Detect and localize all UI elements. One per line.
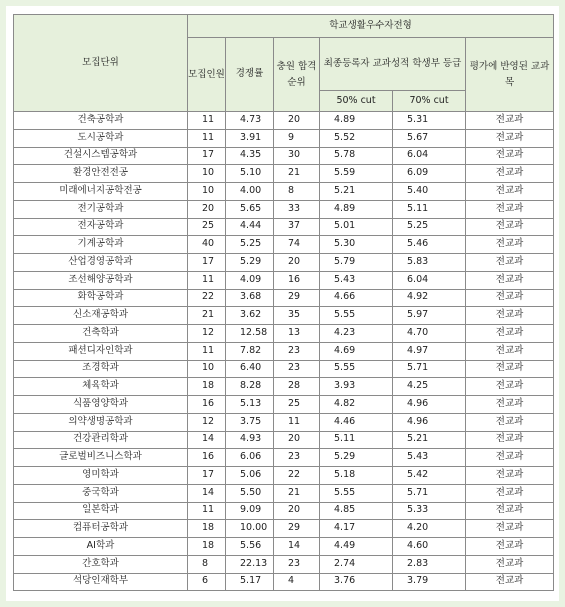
waitlist-cell: 20 — [274, 502, 320, 520]
cut70-cell: 4.25 — [393, 378, 466, 396]
waitlist-cell: 23 — [274, 342, 320, 360]
waitlist-cell: 23 — [274, 449, 320, 467]
competition-cell: 5.50 — [226, 484, 274, 502]
cut50-cell: 4.17 — [320, 520, 393, 538]
quota-cell: 17 — [188, 147, 226, 165]
table-row — [14, 520, 554, 538]
subjects-cell: 전교과 — [466, 555, 554, 573]
cut70-cell: 4.97 — [393, 342, 466, 360]
competition-cell: 12.58 — [226, 325, 274, 343]
quota-cell: 11 — [188, 271, 226, 289]
competition-cell: 4.93 — [226, 431, 274, 449]
cut50-cell: 5.18 — [320, 467, 393, 485]
cut70-cell: 5.31 — [393, 112, 466, 130]
cut70-cell: 4.70 — [393, 325, 466, 343]
cut70-cell: 4.20 — [393, 520, 466, 538]
competition-cell: 4.09 — [226, 271, 274, 289]
subjects-cell: 전교과 — [466, 200, 554, 218]
cut70-cell: 5.67 — [393, 129, 466, 147]
competition-cell: 5.29 — [226, 254, 274, 272]
department-cell: 식품영양학과 — [14, 396, 188, 414]
waitlist-cell: 25 — [274, 396, 320, 414]
table-row — [14, 342, 554, 360]
table-row — [14, 271, 554, 289]
competition-cell: 3.91 — [226, 129, 274, 147]
subjects-cell: 전교과 — [466, 271, 554, 289]
cut50-cell: 3.76 — [320, 573, 393, 591]
quota-cell: 21 — [188, 307, 226, 325]
subjects-cell: 전교과 — [466, 484, 554, 502]
quota-cell: 20 — [188, 200, 226, 218]
waitlist-cell: 22 — [274, 467, 320, 485]
cut50-cell: 4.69 — [320, 342, 393, 360]
subjects-cell: 전교과 — [466, 573, 554, 591]
cut50-cell: 5.55 — [320, 484, 393, 502]
table-row — [14, 396, 554, 414]
quota-cell: 10 — [188, 183, 226, 201]
quota-cell: 25 — [188, 218, 226, 236]
cut70-cell: 5.71 — [393, 360, 466, 378]
department-cell: 전기공학과 — [14, 200, 188, 218]
cut50-cell: 4.89 — [320, 112, 393, 130]
competition-cell: 7.82 — [226, 342, 274, 360]
department-cell: 산업경영공학과 — [14, 254, 188, 272]
competition-cell: 5.17 — [226, 573, 274, 591]
header-cut70: 70% cut — [393, 91, 466, 112]
department-cell: 건축공학과 — [14, 112, 188, 130]
competition-cell: 5.56 — [226, 538, 274, 556]
subjects-cell: 전교과 — [466, 467, 554, 485]
quota-cell: 14 — [188, 431, 226, 449]
waitlist-cell: 16 — [274, 271, 320, 289]
department-cell: 도시공학과 — [14, 129, 188, 147]
quota-cell: 17 — [188, 254, 226, 272]
table-row — [14, 147, 554, 165]
quota-cell: 18 — [188, 378, 226, 396]
cut50-cell: 4.82 — [320, 396, 393, 414]
cut50-cell: 2.74 — [320, 555, 393, 573]
table-row — [14, 200, 554, 218]
header-grade-group: 최종등록자 교과성적 학생부 등급 — [320, 38, 466, 91]
header-cut50: 50% cut — [320, 91, 393, 112]
table-row — [14, 555, 554, 573]
department-cell: 기계공학과 — [14, 236, 188, 254]
waitlist-cell: 74 — [274, 236, 320, 254]
competition-cell: 6.06 — [226, 449, 274, 467]
table-row — [14, 413, 554, 431]
subjects-cell: 전교과 — [466, 236, 554, 254]
competition-cell: 4.35 — [226, 147, 274, 165]
competition-cell: 3.68 — [226, 289, 274, 307]
table-body — [14, 112, 554, 591]
quota-cell: 12 — [188, 413, 226, 431]
quota-cell: 14 — [188, 484, 226, 502]
quota-cell: 22 — [188, 289, 226, 307]
quota-cell: 16 — [188, 449, 226, 467]
quota-cell: 40 — [188, 236, 226, 254]
subjects-cell: 전교과 — [466, 520, 554, 538]
department-cell: 체육학과 — [14, 378, 188, 396]
subjects-cell: 전교과 — [466, 147, 554, 165]
cut50-cell: 5.11 — [320, 431, 393, 449]
subjects-cell: 전교과 — [466, 502, 554, 520]
waitlist-cell: 28 — [274, 378, 320, 396]
cut70-cell: 4.92 — [393, 289, 466, 307]
waitlist-cell: 37 — [274, 218, 320, 236]
subjects-cell: 전교과 — [466, 165, 554, 183]
competition-cell: 9.09 — [226, 502, 274, 520]
waitlist-cell: 13 — [274, 325, 320, 343]
cut50-cell: 4.23 — [320, 325, 393, 343]
table-row — [14, 467, 554, 485]
cut50-cell: 4.46 — [320, 413, 393, 431]
cut50-cell: 5.21 — [320, 183, 393, 201]
competition-cell: 10.00 — [226, 520, 274, 538]
cut70-cell: 5.83 — [393, 254, 466, 272]
subjects-cell: 전교과 — [466, 431, 554, 449]
quota-cell: 10 — [188, 165, 226, 183]
subjects-cell: 전교과 — [466, 218, 554, 236]
header-subjects: 평가에 반영된 교과목 — [466, 38, 554, 112]
department-cell: 중국학과 — [14, 484, 188, 502]
cut50-cell: 5.30 — [320, 236, 393, 254]
waitlist-cell: 11 — [274, 413, 320, 431]
cut50-cell: 5.43 — [320, 271, 393, 289]
document-frame — [6, 6, 559, 601]
subjects-cell: 전교과 — [466, 538, 554, 556]
cut70-cell: 5.33 — [393, 502, 466, 520]
subjects-cell: 전교과 — [466, 129, 554, 147]
header-waitlist: 충원 합격 순위 — [274, 38, 320, 112]
quota-cell: 18 — [188, 520, 226, 538]
quota-cell: 18 — [188, 538, 226, 556]
department-cell: 전자공학과 — [14, 218, 188, 236]
cut50-cell: 5.79 — [320, 254, 393, 272]
cut70-cell: 5.71 — [393, 484, 466, 502]
competition-cell: 4.73 — [226, 112, 274, 130]
waitlist-cell: 9 — [274, 129, 320, 147]
cut70-cell: 5.46 — [393, 236, 466, 254]
waitlist-cell: 20 — [274, 254, 320, 272]
department-cell: 건강관리학과 — [14, 431, 188, 449]
department-cell: 조선해양공학과 — [14, 271, 188, 289]
department-cell: 석당인재학부 — [14, 573, 188, 591]
department-cell: 컴퓨터공학과 — [14, 520, 188, 538]
cut70-cell: 5.11 — [393, 200, 466, 218]
table-row — [14, 218, 554, 236]
table-row — [14, 502, 554, 520]
waitlist-cell: 30 — [274, 147, 320, 165]
cut70-cell: 6.04 — [393, 147, 466, 165]
cut50-cell: 3.93 — [320, 378, 393, 396]
subjects-cell: 전교과 — [466, 378, 554, 396]
cut50-cell: 4.49 — [320, 538, 393, 556]
competition-cell: 5.65 — [226, 200, 274, 218]
competition-cell: 4.00 — [226, 183, 274, 201]
competition-cell: 3.62 — [226, 307, 274, 325]
cut70-cell: 4.60 — [393, 538, 466, 556]
subjects-cell: 전교과 — [466, 342, 554, 360]
waitlist-cell: 14 — [274, 538, 320, 556]
department-cell: 영미학과 — [14, 467, 188, 485]
waitlist-cell: 33 — [274, 200, 320, 218]
department-cell: 건설시스템공학과 — [14, 147, 188, 165]
cut50-cell: 5.01 — [320, 218, 393, 236]
waitlist-cell: 29 — [274, 289, 320, 307]
cut70-cell: 4.96 — [393, 413, 466, 431]
department-cell: 글로벌비즈니스학과 — [14, 449, 188, 467]
cut50-cell: 4.66 — [320, 289, 393, 307]
cut70-cell: 5.97 — [393, 307, 466, 325]
quota-cell: 6 — [188, 573, 226, 591]
table-row — [14, 254, 554, 272]
waitlist-cell: 21 — [274, 484, 320, 502]
cut50-cell: 5.55 — [320, 307, 393, 325]
subjects-cell: 전교과 — [466, 449, 554, 467]
admission-table — [13, 14, 554, 591]
department-cell: AI학과 — [14, 538, 188, 556]
cut50-cell: 5.55 — [320, 360, 393, 378]
quota-cell: 11 — [188, 342, 226, 360]
cut50-cell: 4.85 — [320, 502, 393, 520]
table-row — [14, 325, 554, 343]
table-row — [14, 360, 554, 378]
quota-cell: 8 — [188, 555, 226, 573]
table-row — [14, 289, 554, 307]
competition-cell: 5.25 — [226, 236, 274, 254]
department-cell: 환경안전전공 — [14, 165, 188, 183]
waitlist-cell: 21 — [274, 165, 320, 183]
table-row — [14, 484, 554, 502]
cut70-cell: 5.21 — [393, 431, 466, 449]
cut70-cell: 5.40 — [393, 183, 466, 201]
waitlist-cell: 20 — [274, 431, 320, 449]
department-cell: 조경학과 — [14, 360, 188, 378]
quota-cell: 12 — [188, 325, 226, 343]
cut50-cell: 5.78 — [320, 147, 393, 165]
table-row — [14, 183, 554, 201]
table-row — [14, 573, 554, 591]
subjects-cell: 전교과 — [466, 254, 554, 272]
subjects-cell: 전교과 — [466, 396, 554, 414]
table-row — [14, 449, 554, 467]
competition-cell: 5.13 — [226, 396, 274, 414]
cut50-cell: 5.59 — [320, 165, 393, 183]
department-cell: 미래에너지공학전공 — [14, 183, 188, 201]
cut50-cell: 4.89 — [320, 200, 393, 218]
table-row — [14, 538, 554, 556]
department-cell: 패션디자인학과 — [14, 342, 188, 360]
competition-cell: 5.06 — [226, 467, 274, 485]
table-row — [14, 431, 554, 449]
competition-cell: 8.28 — [226, 378, 274, 396]
cut70-cell: 3.79 — [393, 573, 466, 591]
waitlist-cell: 29 — [274, 520, 320, 538]
subjects-cell: 전교과 — [466, 360, 554, 378]
table-row — [14, 378, 554, 396]
department-cell: 신소재공학과 — [14, 307, 188, 325]
subjects-cell: 전교과 — [466, 289, 554, 307]
waitlist-cell: 4 — [274, 573, 320, 591]
cut70-cell: 5.25 — [393, 218, 466, 236]
waitlist-cell: 23 — [274, 555, 320, 573]
quota-cell: 16 — [188, 396, 226, 414]
waitlist-cell: 8 — [274, 183, 320, 201]
department-cell: 화학공학과 — [14, 289, 188, 307]
competition-cell: 4.44 — [226, 218, 274, 236]
department-cell: 건축학과 — [14, 325, 188, 343]
header-group: 학교생활우수자전형 — [188, 15, 554, 38]
quota-cell: 11 — [188, 129, 226, 147]
quota-cell: 10 — [188, 360, 226, 378]
waitlist-cell: 23 — [274, 360, 320, 378]
table-row — [14, 165, 554, 183]
table-row — [14, 112, 554, 130]
quota-cell: 17 — [188, 467, 226, 485]
cut50-cell: 5.52 — [320, 129, 393, 147]
waitlist-cell: 35 — [274, 307, 320, 325]
cut70-cell: 2.83 — [393, 555, 466, 573]
competition-cell: 5.10 — [226, 165, 274, 183]
competition-cell: 6.40 — [226, 360, 274, 378]
table-row — [14, 129, 554, 147]
department-cell: 간호학과 — [14, 555, 188, 573]
cut50-cell: 5.29 — [320, 449, 393, 467]
subjects-cell: 전교과 — [466, 112, 554, 130]
waitlist-cell: 20 — [274, 112, 320, 130]
table-row — [14, 236, 554, 254]
subjects-cell: 전교과 — [466, 413, 554, 431]
table-row — [14, 307, 554, 325]
cut70-cell: 6.09 — [393, 165, 466, 183]
quota-cell: 11 — [188, 112, 226, 130]
header-competition: 경쟁률 — [226, 38, 274, 112]
department-cell: 의약생명공학과 — [14, 413, 188, 431]
header-quota: 모집인원 — [188, 38, 226, 112]
department-cell: 일본학과 — [14, 502, 188, 520]
competition-cell: 22.13 — [226, 555, 274, 573]
subjects-cell: 전교과 — [466, 307, 554, 325]
competition-cell: 3.75 — [226, 413, 274, 431]
subjects-cell: 전교과 — [466, 325, 554, 343]
cut70-cell: 6.04 — [393, 271, 466, 289]
header-unit: 모집단위 — [14, 15, 188, 112]
cut70-cell: 5.42 — [393, 467, 466, 485]
subjects-cell: 전교과 — [466, 183, 554, 201]
cut70-cell: 5.43 — [393, 449, 466, 467]
cut70-cell: 4.96 — [393, 396, 466, 414]
quota-cell: 11 — [188, 502, 226, 520]
